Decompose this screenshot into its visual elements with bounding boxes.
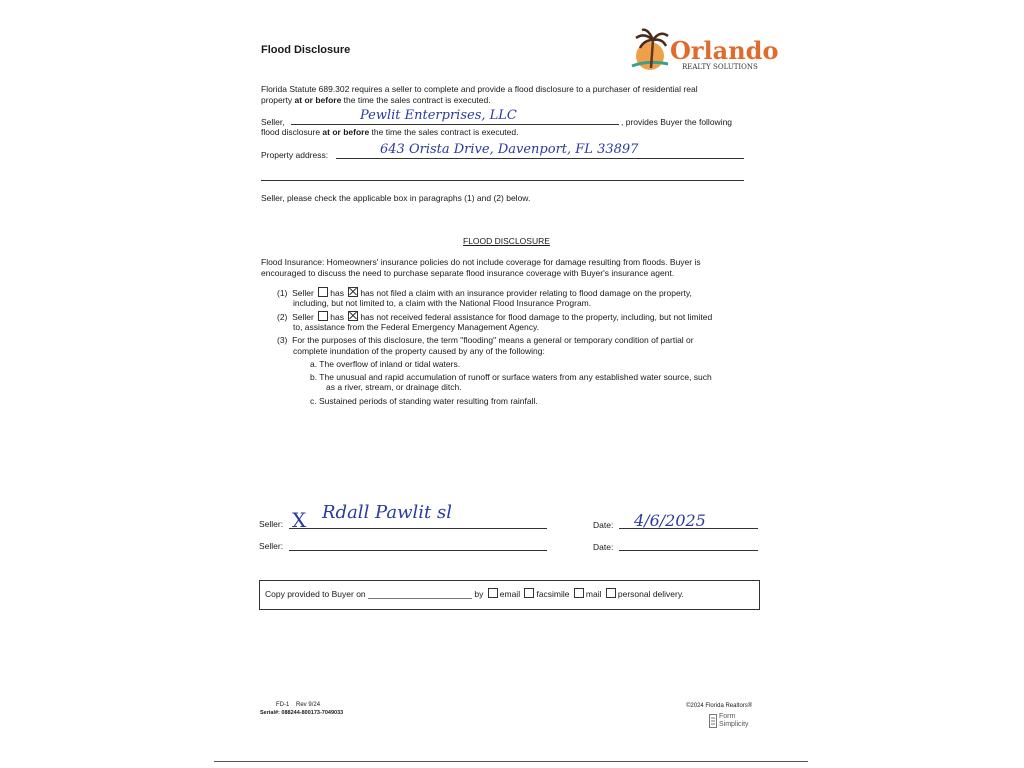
item-2: (2) Seller has has not received federal assistance for flood damage to the property, including, but not limited bbox=[277, 312, 713, 322]
copy-date-line bbox=[368, 598, 472, 599]
page-title: Flood Disclosure bbox=[261, 44, 351, 56]
property-address-line bbox=[336, 158, 744, 159]
palm-tree-icon bbox=[624, 26, 672, 74]
item-3-line-2: complete inundation of the property caused by any of the following: bbox=[293, 346, 545, 356]
logo-tagline: REALTY SOLUTIONS bbox=[682, 63, 758, 71]
orlando-logo bbox=[624, 26, 779, 76]
property-address-handwriting: 643 Orista Drive, Davenport, FL 33897 bbox=[380, 142, 639, 157]
seller-1-signature-line bbox=[289, 528, 547, 529]
intro-line-2: property at or before the time the sales contract is executed. bbox=[261, 95, 491, 105]
item1-has-not-checkbox[interactable] bbox=[348, 287, 358, 297]
insurance-line-1: Flood Insurance: Homeowners' insurance policies do not include coverage for damage resulting from floods. Buyer is bbox=[261, 257, 701, 267]
item1-has-checkbox[interactable] bbox=[318, 287, 328, 297]
item-1: (1) Seller has has not filed a claim with an insurance provider relating to flood damage on the property, bbox=[277, 288, 692, 298]
logo-brand-text: Orlando bbox=[670, 36, 779, 65]
seller-label: Seller, bbox=[261, 117, 285, 127]
footer-serial: Serial#: 088244-800173-7049033 bbox=[260, 710, 344, 716]
intro-line-1: Florida Statute 689.302 requires a seller to complete and provide a flood disclosure to a purchaser of residential real bbox=[261, 84, 698, 94]
seller-1-signature: Rdall Pawlit sl bbox=[322, 502, 452, 523]
seller-1-label: Seller: bbox=[259, 519, 284, 529]
property-address-line-2 bbox=[261, 180, 744, 181]
item-3-sub-a: a. The overflow of inland or tidal waters. bbox=[310, 359, 461, 369]
item-1-line-2: including, but not limited to, a claim with the National Flood Insurance Program. bbox=[293, 298, 592, 308]
copy-provided-row: Copy provided to Buyer on by email facsimile mail personal delivery. bbox=[265, 589, 684, 599]
item-3-sub-c: c. Sustained periods of standing water resulting from rainfall. bbox=[310, 396, 538, 406]
insurance-line-2: encouraged to discuss the need to purchase separate flood insurance coverage with Buyer's insurance agent. bbox=[261, 268, 675, 278]
item-3: (3) For the purposes of this disclosure, the term "flooding" means a general or temporary condition of partial or bbox=[277, 335, 694, 345]
seller-2-signature-line bbox=[289, 550, 547, 551]
item-2-line-2: to, assistance from the Federal Emergency Management Agency. bbox=[293, 322, 539, 332]
item-3-sub-b: b. The unusual and rapid accumulation of runoff or surface waters from any established water source, such bbox=[310, 372, 712, 382]
email-checkbox[interactable] bbox=[488, 588, 498, 598]
page-bottom-rule bbox=[214, 761, 808, 762]
date-1-handwriting: 4/6/2025 bbox=[634, 511, 706, 530]
footer-form-id: FD-1 Rev 9/24 bbox=[276, 702, 321, 708]
seller-line-2: flood disclosure at or before the time the sales contract is executed. bbox=[261, 127, 519, 137]
check-instruction: Seller, please check the applicable box in paragraphs (1) and (2) below. bbox=[261, 193, 531, 203]
item-3-sub-b-line-2: as a river, stream, or drainage ditch. bbox=[326, 382, 462, 392]
personal-delivery-checkbox[interactable] bbox=[606, 588, 616, 598]
seller-2-label: Seller: bbox=[259, 541, 284, 551]
form-document-icon bbox=[709, 714, 717, 728]
seller-name-line bbox=[291, 124, 619, 125]
mail-checkbox[interactable] bbox=[574, 588, 584, 598]
footer-copyright: ©2024 Florida Realtors® bbox=[686, 703, 753, 709]
date-2-label: Date: bbox=[593, 542, 614, 552]
property-address-label-text: Property address: bbox=[261, 150, 329, 160]
seller-suffix: , provides Buyer the following bbox=[621, 117, 733, 127]
date-2-line bbox=[619, 550, 758, 551]
seller-name-handwriting: Pewlit Enterprises, LLC bbox=[360, 108, 517, 123]
item2-has-checkbox[interactable] bbox=[318, 311, 328, 321]
signature-mark: X bbox=[292, 508, 307, 532]
date-1-label: Date: bbox=[593, 520, 614, 530]
section-heading: FLOOD DISCLOSURE bbox=[463, 236, 550, 246]
facsimile-checkbox[interactable] bbox=[524, 588, 534, 598]
item2-has-not-checkbox[interactable] bbox=[348, 311, 358, 321]
